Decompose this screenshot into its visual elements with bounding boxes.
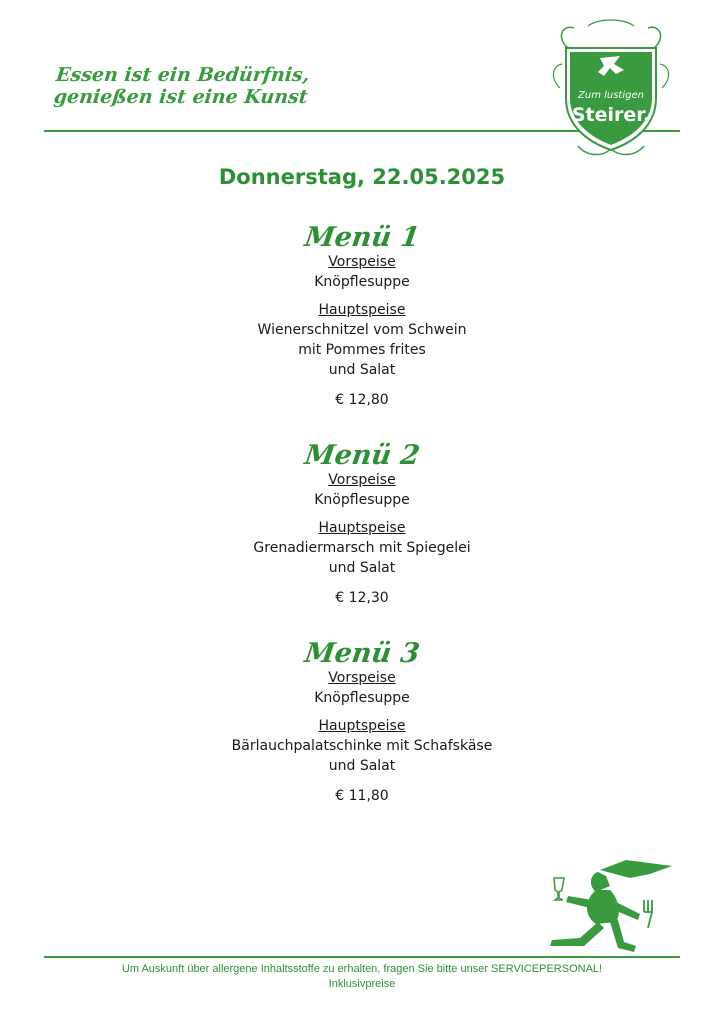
menu-price: € 12,80	[335, 392, 389, 408]
menu-price: € 11,80	[335, 788, 389, 804]
starter-label: Vorspeise	[328, 670, 396, 686]
main-label: Hauptspeise	[318, 520, 406, 536]
footer-divider	[44, 956, 680, 958]
footer	[0, 962, 724, 992]
main-dish-line: und Salat	[328, 758, 396, 774]
menu-title: Menü 3	[302, 638, 422, 669]
price-note: Inklusivpreise	[328, 978, 396, 990]
menu-date: Donnerstag, 22.05.2025	[218, 165, 506, 189]
main-dish-line: mit Pommes frites	[298, 342, 426, 358]
main-label: Hauptspeise	[318, 718, 406, 734]
menu-title: Menü 1	[302, 222, 422, 253]
menu-3	[0, 638, 724, 838]
main-dish-line: und Salat	[328, 560, 396, 576]
menu-2	[0, 440, 724, 638]
menu-list	[0, 222, 724, 838]
starter-label: Vorspeise	[328, 254, 396, 270]
starter-dish: Knöpflesuppe	[314, 690, 410, 706]
restaurant-logo-icon	[548, 18, 674, 160]
main-dish-line: Wienerschnitzel vom Schwein	[257, 322, 467, 338]
menu-title: Menü 2	[302, 440, 422, 471]
main-dish-line: Bärlauchpalatschinke mit Schafskäse	[231, 738, 493, 754]
logo-name: Steirer.	[571, 104, 651, 126]
tagline	[53, 64, 358, 108]
dancing-chef-icon	[540, 856, 675, 956]
main-dish-line: und Salat	[328, 362, 396, 378]
starter-label: Vorspeise	[328, 472, 396, 488]
main-dish-line: Grenadiermarsch mit Spiegelei	[253, 540, 471, 556]
menu-1	[0, 222, 724, 440]
main-label: Hauptspeise	[318, 302, 406, 318]
logo-top-text: Zum lustigen	[578, 90, 644, 101]
allergen-note: Um Auskunft über allergene Inhaltsstoffe zu erhalten, fragen Sie bitte unser SERVICEPERSONAL!	[121, 963, 603, 975]
tagline-line-2: genießen ist eine Kunst	[52, 86, 309, 108]
tagline-line-1: Essen ist ein Bedürfnis,	[55, 64, 311, 86]
menu-price: € 12,30	[335, 590, 389, 606]
starter-dish: Knöpflesuppe	[314, 274, 410, 290]
starter-dish: Knöpflesuppe	[314, 492, 410, 508]
